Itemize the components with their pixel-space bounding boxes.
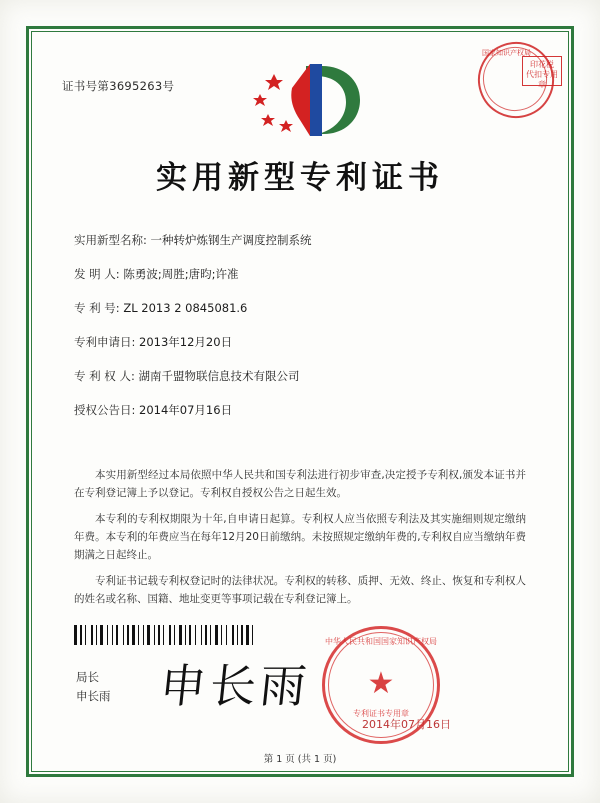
- official-seal-bottom-text: 专利证书专用章: [353, 709, 409, 718]
- field-value-inventor: 陈勇波;周胜;唐昀;许准: [123, 267, 239, 281]
- field-value-patentee: 湖南千盟物联信息技术有限公司: [138, 369, 300, 383]
- director-label: [76, 668, 111, 706]
- field-label-grant-date: 授权公告日:: [74, 403, 136, 417]
- field-row: [74, 368, 534, 384]
- field-row: [74, 402, 534, 418]
- body-paragraph-3: 专利证书记载专利权登记时的法律状况。专利权的转移、质押、无效、终止、恢复和专利权人的姓名或名称、国籍、地址变更等事项记载在专利登记簿上。: [74, 575, 526, 605]
- official-seal-top-text: 中华人民共和国国家知识产权局: [325, 637, 437, 646]
- field-row: [74, 232, 534, 248]
- field-label-patentee: 专 利 权 人:: [74, 369, 135, 383]
- tax-stamp-ring-text: 国家知识产权局: [482, 49, 531, 57]
- body-paragraph-2: 本专利的专利权期限为十年,自申请日起算。专利权人应当依照专利法及其实施细则规定缴纳年费。本专利的年费应当在每年12月20日前缴纳。未按照规定缴纳年费的,专利权自应当缴纳年费期满之日起终止。: [74, 513, 526, 561]
- field-label-name: 实用新型名称:: [74, 233, 147, 247]
- field-value-grant-date: 2014年07月16日: [139, 403, 233, 417]
- star-icon: ★: [367, 666, 395, 701]
- field-row: [74, 334, 534, 350]
- page-footer: 第 1 页 (共 1 页): [263, 754, 337, 765]
- field-row: [74, 300, 534, 316]
- field-value-application-date: 2013年12月20日: [139, 335, 233, 349]
- field-label-inventor: 发 明 人:: [74, 267, 120, 281]
- tax-stamp-line1: 印花税: [530, 60, 554, 69]
- director-title: 局长: [76, 670, 99, 684]
- field-value-name: 一种转炉炼钢生产调度控制系统: [150, 233, 312, 247]
- barcode: [74, 625, 259, 645]
- field-label-patent-number: 专 利 号:: [74, 301, 120, 315]
- tax-stamp-line2: 代扣专用章: [526, 70, 558, 89]
- tax-stamp-seal: [478, 42, 564, 104]
- field-row: [74, 266, 534, 282]
- director-name: 申长雨: [76, 689, 111, 703]
- field-value-patent-number: ZL 2013 2 0845081.6: [123, 301, 248, 315]
- body-paragraph-1: 本实用新型经过本局依照中华人民共和国专利法进行初步审查,决定授予专利权,颁发本证书并在专利登记簿上予以登记。专利权自授权公告之日起生效。: [74, 469, 526, 499]
- fields-list: [74, 232, 534, 436]
- certificate-number: 证书号第3695263号: [62, 79, 175, 93]
- field-label-application-date: 专利申请日:: [74, 335, 136, 349]
- cnipa-logo-icon: [248, 58, 378, 144]
- seal-date: 2014年07月16日: [362, 718, 451, 731]
- page-title: 实用新型专利证书: [156, 160, 444, 196]
- handwritten-signature: 申长雨: [157, 659, 313, 713]
- body-text: [74, 466, 526, 616]
